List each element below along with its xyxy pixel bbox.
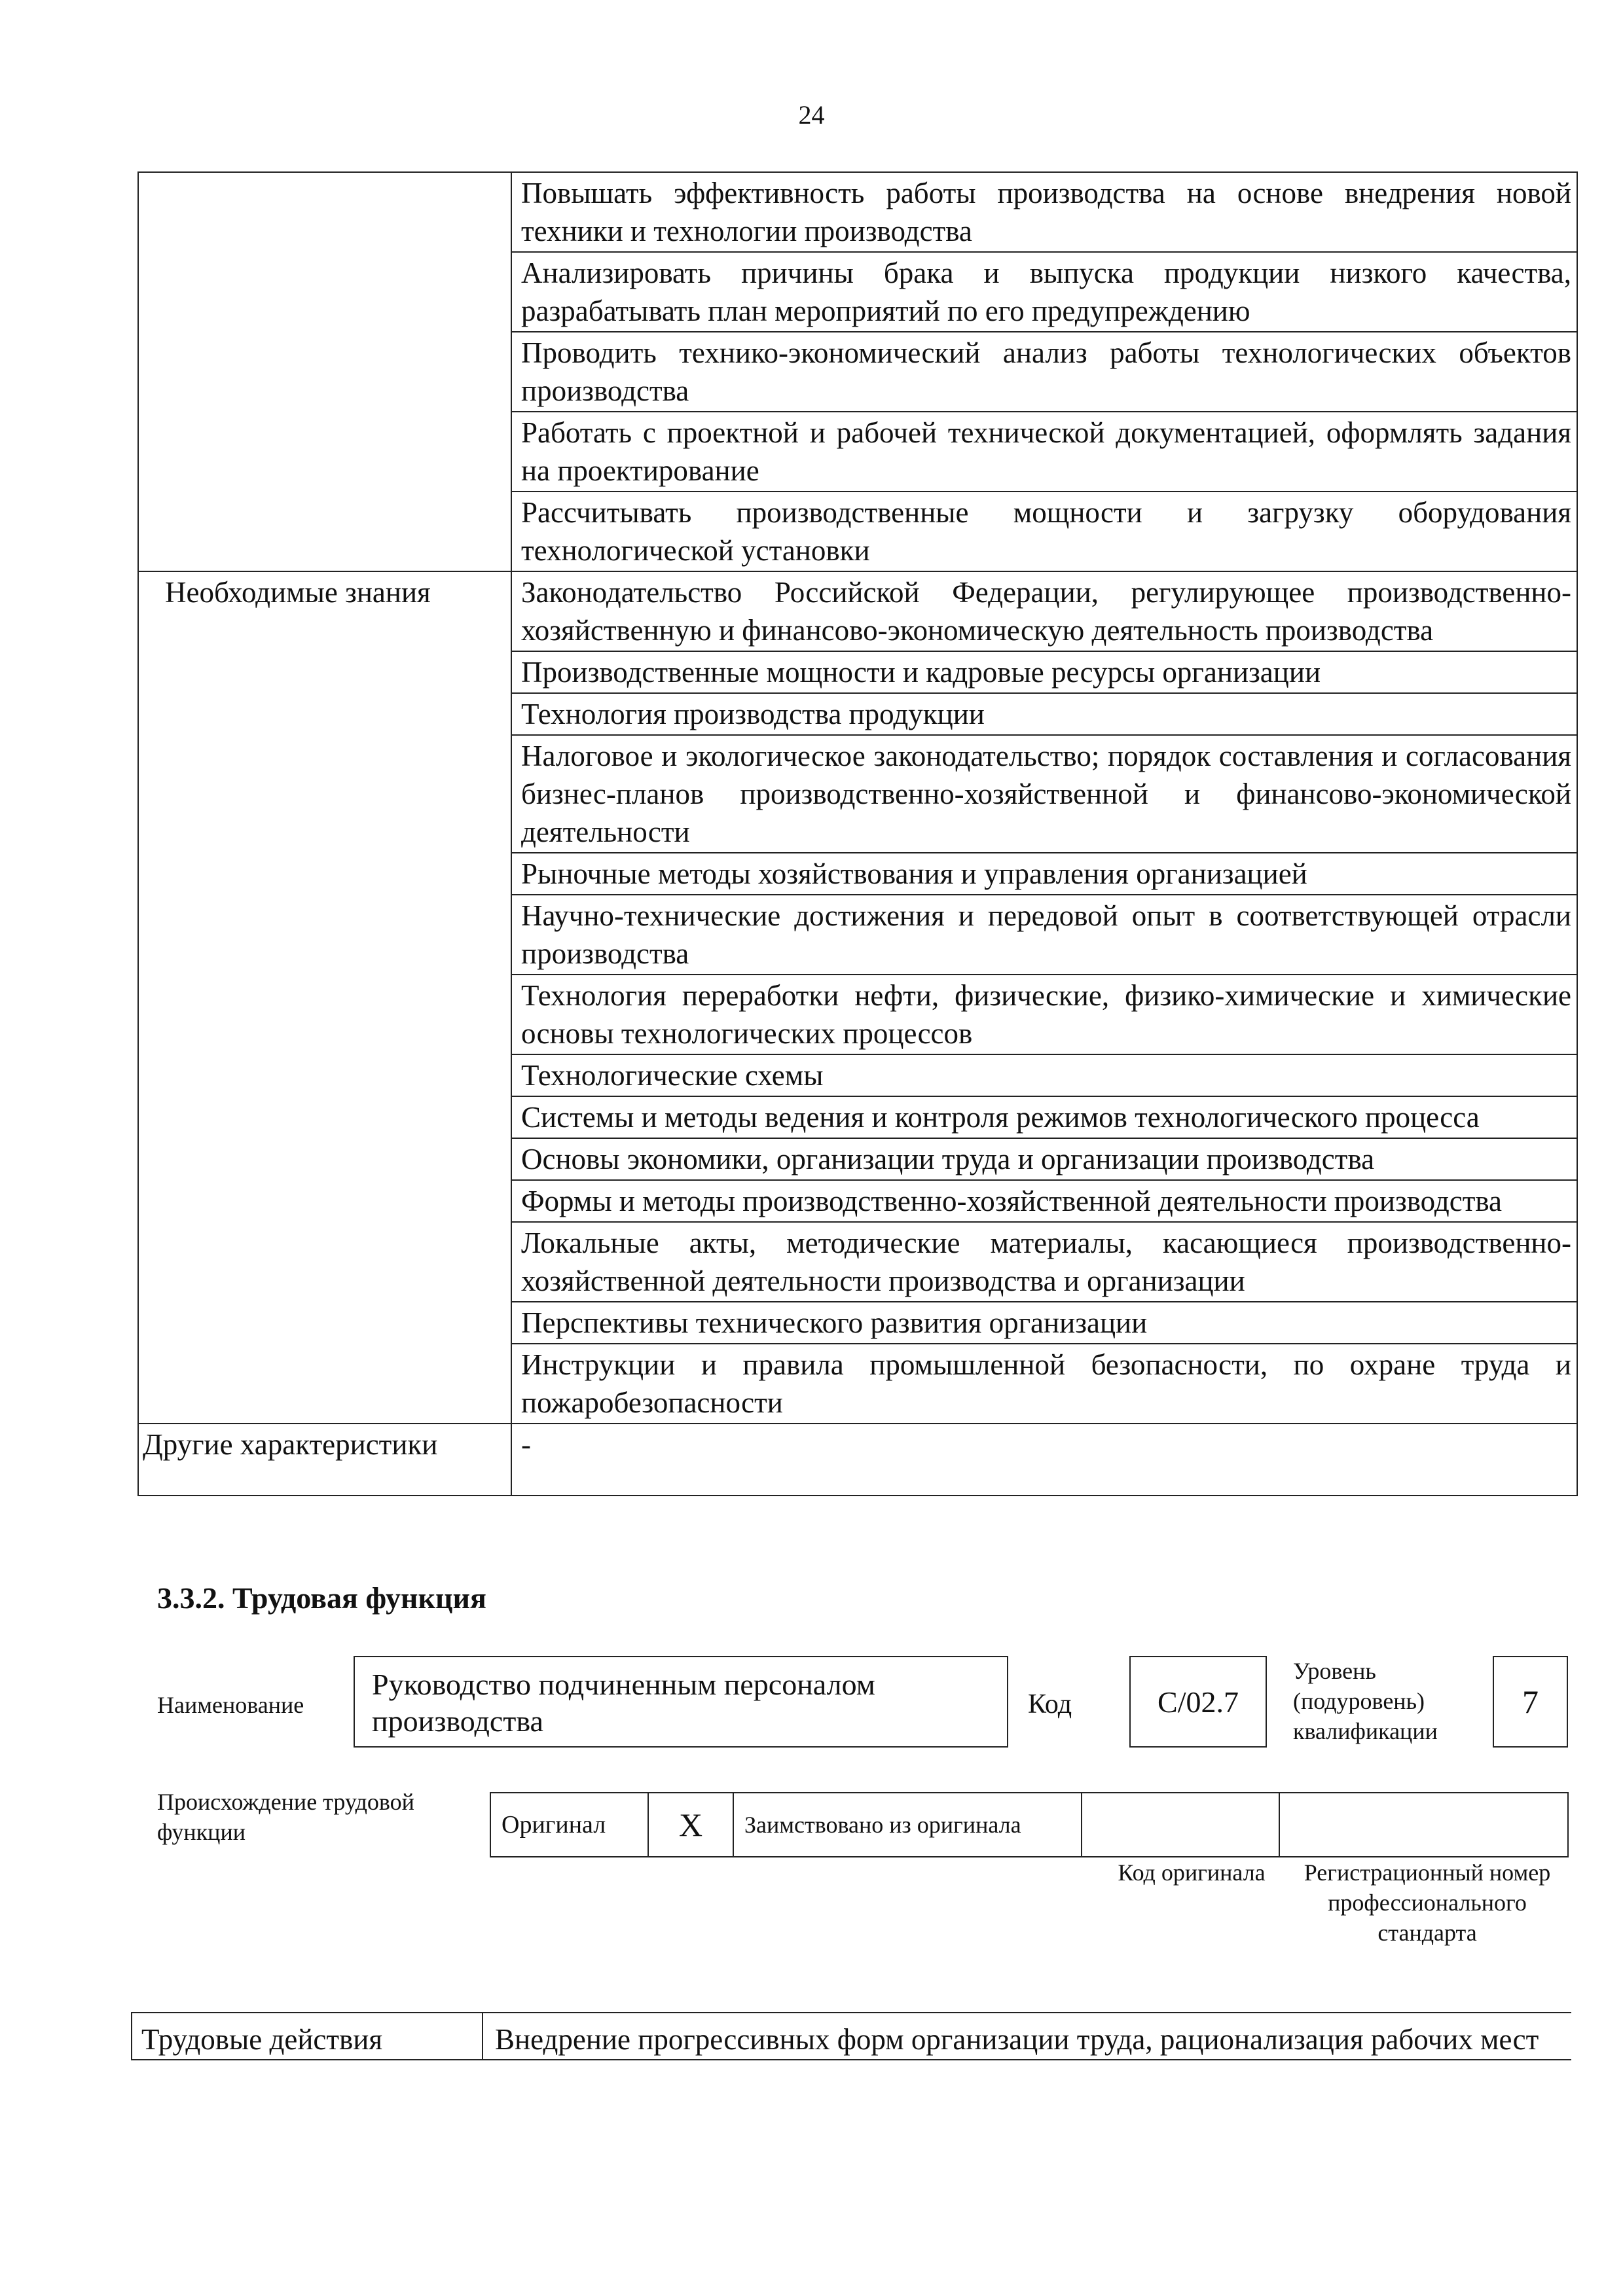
table-row bbox=[138, 172, 1577, 252]
code-label: Код bbox=[1028, 1689, 1072, 1719]
origin-reg-cell bbox=[1279, 1793, 1568, 1857]
caption-reg: Регистрационный номер профессионального стандарта bbox=[1304, 1859, 1551, 1946]
level-value-box bbox=[1493, 1656, 1568, 1748]
table-row bbox=[138, 1424, 1577, 1496]
actions-table bbox=[131, 2012, 1571, 2060]
list-item: Анализировать причины брака и выпуска продукции низкого качества, разрабатывать план мероприятий по его предупреждению bbox=[511, 252, 1577, 332]
origin-table bbox=[490, 1792, 1569, 1857]
origin-label: Происхождение трудовой функции bbox=[157, 1789, 414, 1845]
table-row bbox=[132, 2013, 1571, 2060]
list-item: Научно-технические достижения и передовой опыт в соответствующей отрасли производства bbox=[511, 895, 1577, 975]
name-value: Руководство подчиненным персоналом производства bbox=[372, 1668, 875, 1738]
origin-mark: X bbox=[648, 1793, 733, 1857]
list-item: Технология производства продукции bbox=[511, 693, 1577, 735]
origin-code-cell bbox=[1082, 1793, 1279, 1857]
list-item: Системы и методы ведения и контроля режимов технологического процесса bbox=[511, 1096, 1577, 1138]
list-item: Инструкции и правила промышленной безопасности, по охране труда и пожаробезопасности bbox=[511, 1344, 1577, 1424]
page-number: 24 bbox=[798, 100, 825, 130]
list-item: Работать с проектной и рабочей технической документацией, оформлять задания на проектирование bbox=[511, 412, 1577, 492]
caption-code: Код оригинала bbox=[1118, 1859, 1266, 1886]
list-item: Законодательство Российской Федерации, регулирующее производственно-хозяйственную и финансово-экономическую деятельность производства bbox=[511, 571, 1577, 651]
list-item: Проводить технико-экономический анализ работы технологических объектов производства bbox=[511, 332, 1577, 412]
origin-borrowed: Заимствовано из оригинала bbox=[733, 1793, 1082, 1857]
row-label-other: Другие характеристики bbox=[138, 1424, 511, 1496]
list-item: Локальные акты, методические материалы, касающиеся производственно-хозяйственной деятельности производства и организации bbox=[511, 1222, 1577, 1302]
list-item: Налоговое и экологическое законодательство; порядок составления и согласования бизнес-планов производственно-хозяйственной и финансово-экономической деятельности bbox=[511, 735, 1577, 853]
code-value-box bbox=[1129, 1656, 1267, 1748]
name-value-box bbox=[354, 1656, 1008, 1748]
requirements-table bbox=[137, 171, 1578, 1496]
list-item: Основы экономики, организации труда и организации производства bbox=[511, 1138, 1577, 1180]
list-item: - bbox=[511, 1424, 1577, 1496]
table-row bbox=[490, 1793, 1568, 1857]
list-item: Технологические схемы bbox=[511, 1054, 1577, 1096]
origin-original: Оригинал bbox=[490, 1793, 648, 1857]
table-row bbox=[138, 571, 1577, 651]
code-value: С/02.7 bbox=[1158, 1685, 1239, 1719]
list-item: Перспективы технического развития организации bbox=[511, 1302, 1577, 1344]
list-item: Рыночные методы хозяйствования и управления организацией bbox=[511, 853, 1577, 895]
list-item: Внедрение прогрессивных форм организации труда, рационализация рабочих мест bbox=[483, 2013, 1571, 2060]
row-label bbox=[138, 172, 511, 571]
row-label-actions: Трудовые действия bbox=[132, 2013, 483, 2060]
list-item: Повышать эффективность работы производства на основе внедрения новой техники и технологии производства bbox=[511, 172, 1577, 252]
list-item: Рассчитывать производственные мощности и загрузку оборудования технологической установки bbox=[511, 492, 1577, 571]
level-label: Уровень (подуровень) квалификации bbox=[1293, 1658, 1438, 1744]
list-item: Производственные мощности и кадровые ресурсы организации bbox=[511, 651, 1577, 693]
name-label: Наименование bbox=[157, 1692, 304, 1718]
row-label-knowledge: Необходимые знания bbox=[138, 571, 511, 1424]
list-item: Формы и методы производственно-хозяйственной деятельности производства bbox=[511, 1180, 1577, 1222]
section-title: 3.3.2. Трудовая функция bbox=[157, 1581, 486, 1615]
list-item: Технология переработки нефти, физические, физико-химические и химические основы технологических процессов bbox=[511, 975, 1577, 1054]
level-value: 7 bbox=[1522, 1683, 1539, 1720]
